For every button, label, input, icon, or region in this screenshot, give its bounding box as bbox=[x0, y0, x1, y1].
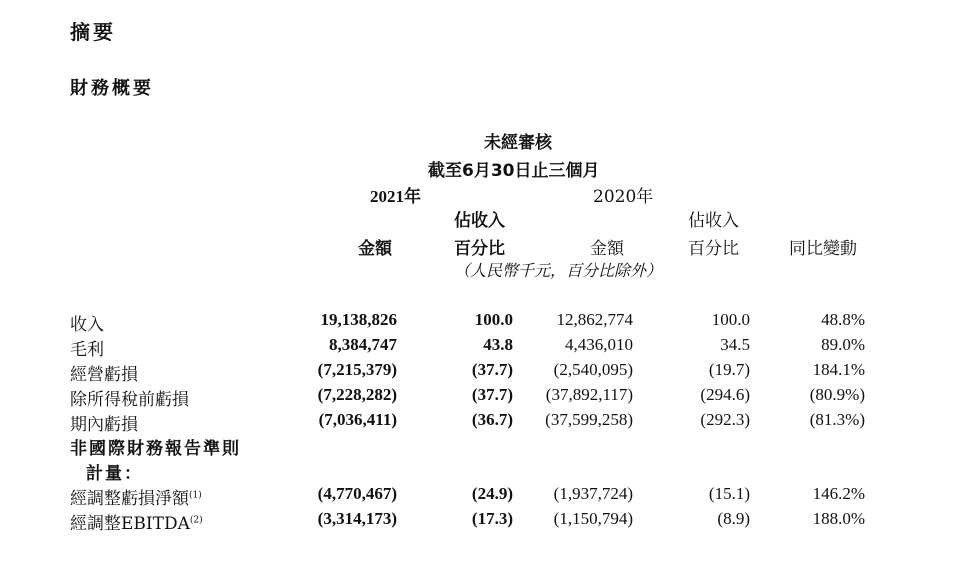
year-2020-header: 2020年 bbox=[593, 187, 654, 207]
year-2021-header: 2021年 bbox=[370, 187, 421, 206]
period-loss-amount-2020: (37,599,258) bbox=[545, 410, 633, 429]
pct-2020-label-line1: 佔收入 bbox=[688, 211, 739, 231]
sub-title: 財務概要 bbox=[70, 78, 154, 99]
loss-before-tax-amount-2020: (37,892,117) bbox=[545, 385, 633, 404]
amount-2021-label: 金額 bbox=[358, 239, 392, 259]
row-label-adjusted-ebitda bbox=[70, 509, 203, 534]
operating-loss-pct-2021: (37.7) bbox=[471, 360, 513, 379]
loss-before-tax-pct-2020: (294.6) bbox=[700, 385, 750, 404]
period-header: 截至6月30日止三個月 bbox=[428, 161, 600, 181]
row-label-adjusted-net-loss bbox=[70, 484, 202, 509]
unit-note: （人民幣千元，百分比除外） bbox=[454, 261, 663, 280]
period-loss-pct-2020: (292.3) bbox=[700, 410, 750, 429]
gross-profit-pct-2020: 34.5 bbox=[720, 335, 750, 354]
gross-profit-amount-2021: 8,384,747 bbox=[329, 335, 397, 354]
revenue-amount-2020: 12,862,774 bbox=[556, 310, 633, 329]
pct-2021-label-line2: 百分比 bbox=[454, 239, 505, 259]
row-label-loss-before-tax: 除所得稅前虧損 bbox=[70, 390, 189, 410]
pct-2020-label-line2: 百分比 bbox=[688, 239, 739, 259]
row-label-gross-profit: 毛利 bbox=[70, 340, 104, 360]
adjusted-ebitda-yoy: 188.0% bbox=[812, 509, 865, 528]
row-label-operating-loss: 經營虧損 bbox=[70, 365, 138, 385]
adjusted-net-loss-amount-2021: (4,770,467) bbox=[317, 484, 397, 503]
revenue-yoy: 48.8% bbox=[821, 310, 865, 329]
operating-loss-amount-2020: (2,540,095) bbox=[553, 360, 633, 379]
section-title: 摘要 bbox=[70, 20, 116, 44]
adjusted-net-loss-pct-2021: (24.9) bbox=[471, 484, 513, 503]
gross-profit-pct-2021: 43.8 bbox=[483, 335, 513, 354]
period-loss-amount-2021: (7,036,411) bbox=[318, 410, 397, 429]
non-ifrs-heading-line1: 非國際財務報告準則 bbox=[70, 439, 241, 459]
amount-2020-label: 金額 bbox=[590, 239, 624, 259]
pct-2021-label-line1: 佔收入 bbox=[454, 211, 505, 231]
revenue-pct-2021: 100.0 bbox=[474, 310, 513, 329]
non-ifrs-heading-line2: 計量： bbox=[86, 464, 143, 484]
row-label-revenue: 收入 bbox=[70, 315, 104, 335]
adjusted-net-loss-amount-2020: (1,937,724) bbox=[553, 484, 633, 503]
operating-loss-yoy: 184.1% bbox=[812, 360, 865, 379]
adjusted-ebitda-amount-2020: (1,150,794) bbox=[553, 509, 633, 528]
row-label-period-loss: 期內虧損 bbox=[70, 415, 138, 435]
adjusted-ebitda-pct-2020: (8.9) bbox=[717, 509, 750, 528]
period-loss-yoy: (81.3%) bbox=[809, 410, 865, 429]
adjusted-ebitda-label: 經調整EBITDA bbox=[70, 514, 190, 534]
revenue-pct-2020: 100.0 bbox=[711, 310, 750, 329]
yoy-label: 同比變動 bbox=[789, 239, 857, 259]
adjusted-ebitda-amount-2021: (3,314,173) bbox=[317, 509, 397, 528]
adjusted-net-loss-pct-2020: (15.1) bbox=[708, 484, 750, 503]
loss-before-tax-pct-2021: (37.7) bbox=[471, 385, 513, 404]
audit-header: 未經審核 bbox=[484, 133, 552, 153]
adjusted-net-loss-yoy: 146.2% bbox=[812, 484, 865, 503]
loss-before-tax-yoy: (80.9%) bbox=[809, 385, 865, 404]
gross-profit-amount-2020: 4,436,010 bbox=[565, 335, 633, 354]
adjusted-ebitda-footnote: (2) bbox=[189, 515, 203, 526]
operating-loss-amount-2021: (7,215,379) bbox=[317, 360, 397, 379]
adjusted-ebitda-pct-2021: (17.3) bbox=[471, 509, 513, 528]
adjusted-net-loss-footnote: (1) bbox=[189, 490, 202, 501]
period-loss-pct-2021: (36.7) bbox=[471, 410, 513, 429]
operating-loss-pct-2020: (19.7) bbox=[708, 360, 750, 379]
loss-before-tax-amount-2021: (7,228,282) bbox=[317, 385, 397, 404]
adjusted-net-loss-label: 經調整虧損淨額 bbox=[70, 489, 189, 509]
revenue-amount-2021: 19,138,826 bbox=[320, 310, 397, 329]
gross-profit-yoy: 89.0% bbox=[821, 335, 865, 354]
